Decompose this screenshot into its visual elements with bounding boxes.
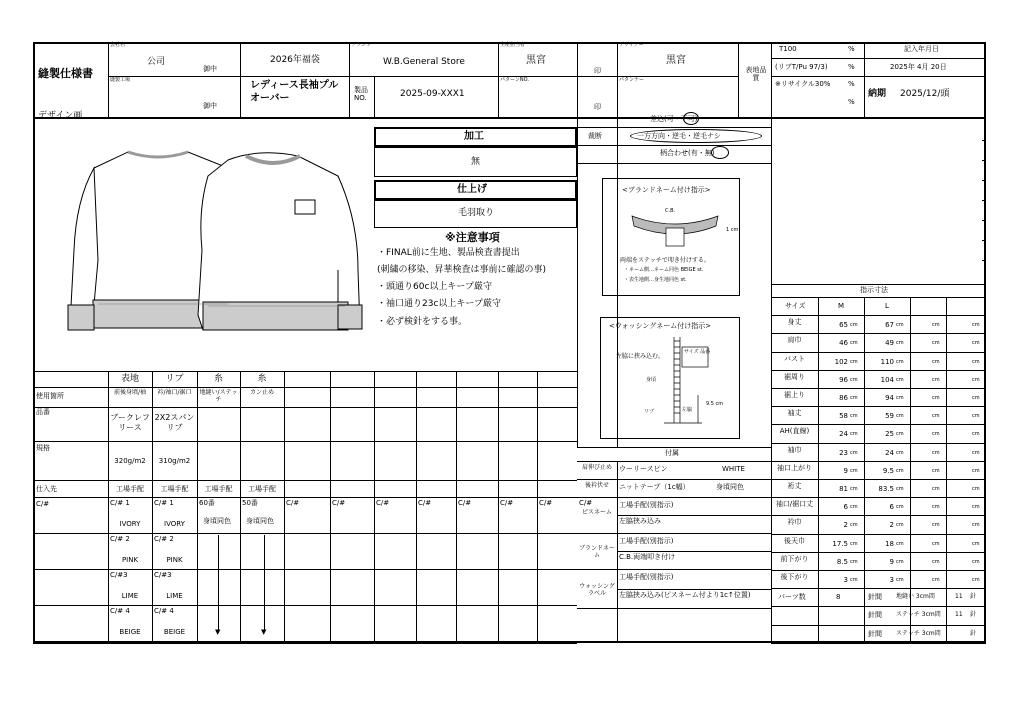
brand-label: ブランド: [351, 42, 372, 48]
unit-label: cm: [896, 358, 904, 365]
finish-label: 仕上げ: [457, 184, 487, 195]
unit-label: cm: [932, 322, 940, 329]
accessory-value: ウーリースピン: [619, 465, 668, 473]
brand-name: W.B.General Store: [383, 57, 465, 67]
accessory-value: ニットテープ（1c幅）: [619, 483, 690, 491]
unit-label: cm: [932, 486, 940, 492]
material-0: T100: [779, 45, 797, 53]
accessory-value-2: 左脇挟み込み(ピスネーム付より1c↑位置): [619, 590, 751, 599]
accessory-label: ピスネーム: [581, 509, 612, 516]
spec-value: 310g/m2: [158, 457, 191, 465]
unit-label: cm: [850, 558, 858, 565]
size-value: 81: [839, 485, 848, 493]
unit-label: cm: [972, 504, 980, 511]
accessory-value: 工場手配(別指示): [619, 573, 674, 581]
usage-value: 前後身頃/袖: [113, 389, 147, 396]
size-value: 65: [839, 321, 848, 330]
size-row-label: 裾上り: [784, 391, 805, 399]
stitch-value: ステッチ 3cm間: [896, 611, 941, 619]
size-row-label: 袖口/裾口丈: [775, 500, 814, 509]
size-value: 23: [839, 448, 848, 457]
owner-label: 生産担当者: [500, 42, 526, 48]
unit-label: cm: [896, 449, 904, 456]
size-value: 9: [843, 466, 848, 475]
size-row-label: AH(直線): [779, 427, 810, 436]
unit-label: cm: [932, 413, 940, 420]
unit-label: cm: [972, 413, 980, 420]
supplier-value: 工場手配: [248, 485, 276, 493]
material-header: リブ: [165, 374, 184, 384]
unit-label: cm: [972, 322, 980, 329]
unit-label: cm: [972, 467, 980, 474]
note-2: ・頭通り60c以上キープ厳守: [377, 282, 492, 292]
color-name: PINK: [166, 556, 183, 564]
unit-label: cm: [972, 577, 980, 583]
material-header: 表地: [120, 374, 139, 384]
supplier-value: 工場手配: [160, 485, 189, 493]
arrow-head: ▼: [261, 628, 267, 636]
cutting-option-3: 柄合わせ(有・無): [660, 149, 715, 157]
size-row-label: 前下がり: [780, 554, 809, 563]
unit-label: cm: [850, 467, 858, 474]
note-1: (刺繍の移染、昇華検査は事前に確認の事): [377, 265, 547, 275]
unit-label: cm: [972, 376, 980, 383]
unit-label: cm: [972, 340, 980, 347]
product-name: レディース長袖プルオーバー: [250, 80, 339, 104]
delivery-date: 2025/12/頭: [900, 89, 950, 99]
unit-label: cm: [972, 449, 980, 456]
accessory-label: ブランドネーム: [579, 545, 615, 560]
note-4: ・必ず検針をする事。: [377, 317, 468, 327]
brand-tag-title: <ブランドネーム付け指示>: [622, 186, 711, 194]
accessory-value: 工場手配(別指示): [619, 537, 674, 545]
designer-label: デザイナー: [619, 42, 644, 48]
thread-2-color: 身頃同色: [246, 517, 274, 525]
size-row-label: 後天巾: [784, 536, 805, 545]
unit-label: cm: [896, 467, 904, 474]
material-1: (リブT/Pu 97/3): [775, 63, 828, 71]
unit-label: cm: [850, 486, 858, 492]
seal-2: 印: [594, 103, 601, 111]
parts-value: 8: [836, 593, 841, 602]
color-code: C/#3: [110, 571, 128, 579]
company-name: 公司: [147, 57, 166, 67]
extra-color-col: C/#: [500, 499, 514, 507]
extra-color-col: C/#: [539, 499, 553, 507]
color-label: C/#: [36, 500, 50, 508]
usage-value: 衿/袖口/裾口: [157, 389, 192, 396]
size-row-label: 袖丈: [787, 409, 802, 418]
unit-label: cm: [896, 486, 904, 492]
wash-tag-title: <ウォッシングネーム付け指示>: [609, 322, 712, 330]
parts-label: パーツ数: [778, 593, 806, 602]
notes-title: ※注意事項: [445, 231, 500, 244]
unit-label: cm: [850, 322, 858, 329]
size-value: 46: [839, 339, 848, 348]
size-value: 104: [880, 375, 894, 384]
size-value: 2: [889, 521, 894, 530]
size-value: 49: [885, 339, 894, 348]
unit-label: cm: [896, 376, 904, 383]
note-0: ・FINAL前に生地、製品検査書提出: [377, 248, 520, 258]
extra-color-col: C/#: [332, 499, 346, 507]
unit-label: cm: [896, 395, 904, 401]
unit-label: cm: [972, 358, 980, 365]
unit-label: cm: [932, 577, 940, 583]
size-row-label: 袖巾: [787, 445, 802, 454]
unit-label: cm: [850, 431, 858, 438]
material-header: 糸: [213, 374, 223, 384]
supplier-value: 工場手配: [204, 485, 233, 493]
size-value: 2: [843, 521, 848, 530]
unit-label: cm: [972, 431, 980, 438]
onchu-2: 御中: [203, 102, 217, 110]
owner-name: 黒宮: [526, 55, 546, 66]
accessory-color: WHITE: [722, 465, 745, 473]
part-value: 2X2スパンリブ: [154, 413, 195, 432]
accessory-color: 身頃同色: [716, 483, 744, 491]
cutting-option-1: 差込(可・不可): [650, 115, 698, 123]
supplier-value: 工場手配: [116, 485, 144, 493]
finish-value: 毛羽取り: [458, 208, 495, 218]
size-value: 58: [839, 412, 848, 421]
size-value: 8.5: [836, 557, 848, 566]
color-code: C/# 4: [110, 607, 130, 615]
part-label: 品番: [36, 408, 50, 416]
cutting-label: 裁断: [588, 132, 602, 140]
accessory-label: 肩伸び止め: [581, 464, 612, 471]
stitch-unit: 針: [970, 593, 977, 601]
color-name: BEIGE: [119, 628, 141, 636]
color-name: PINK: [121, 556, 139, 564]
stitch-value: ステッチ 3cm間: [896, 629, 941, 637]
designer-name: 黒宮: [666, 55, 686, 66]
unit-label: cm: [896, 558, 904, 565]
stitch-count: 11: [955, 611, 963, 619]
size-row-label: 衿巾: [787, 518, 802, 527]
thread-2: 50番: [242, 499, 258, 507]
size-value: 110: [880, 357, 894, 366]
size-value: 6: [889, 503, 894, 512]
color-code: C/# 2: [154, 535, 174, 543]
event-name: 2026年福袋: [270, 55, 320, 65]
unit-label: cm: [896, 540, 904, 547]
sheet-title: 縫製仕様書: [38, 67, 93, 80]
color-code: C/# 1: [110, 499, 130, 507]
process-value: 無: [471, 157, 481, 167]
unit-label: cm: [972, 540, 980, 547]
usage-label: 使用箇所: [36, 392, 64, 400]
unit-label: cm: [932, 504, 940, 511]
design-sketch: [58, 140, 368, 360]
size-row-label: 肩巾: [787, 336, 802, 345]
process-label: 加工: [464, 131, 484, 142]
stitch-unit: 針: [970, 629, 977, 637]
unit-label: cm: [850, 340, 858, 347]
size-value: 9.5: [882, 466, 894, 475]
accessory-value-2: C.B.両端叩き付け: [619, 553, 676, 561]
stitch-label: 針間: [868, 629, 882, 638]
unit-label: cm: [896, 340, 904, 347]
extra-color-col: C/#: [458, 499, 472, 507]
patterner-label: パタンナー: [619, 77, 645, 83]
size-col-1: L: [885, 302, 889, 310]
unit-label: cm: [896, 413, 904, 420]
thread-1: 60番: [199, 499, 215, 507]
unit-label: cm: [850, 358, 858, 365]
size-value: 17.5: [832, 539, 848, 548]
color-code: C/#3: [154, 571, 172, 579]
extra-color-col: C/#: [418, 499, 432, 507]
size-value: 102: [834, 357, 848, 366]
entry-date-label: 記入年月日: [904, 45, 939, 53]
size-row-label: 身丈: [787, 318, 802, 327]
extra-color-col: C/#: [376, 499, 390, 507]
color-name: LIME: [121, 592, 139, 600]
brand-tag-diagram: [630, 210, 720, 252]
accessories-title: 付属: [665, 449, 679, 457]
size-value: 94: [885, 394, 894, 402]
unit-label: cm: [850, 413, 858, 420]
size-row-label: バスト: [784, 354, 805, 363]
product-no: 2025-09-XXX1: [400, 89, 465, 99]
color-name: LIME: [166, 592, 183, 600]
size-value: 86: [839, 394, 848, 402]
color-code: C/# 2: [110, 535, 130, 543]
design-label: デザイン画: [38, 111, 83, 121]
unit-label: cm: [896, 431, 904, 438]
size-value: 25: [885, 430, 894, 439]
color-name: BEIGE: [163, 628, 186, 636]
accessory-label: ウォッシングラベル: [579, 582, 615, 597]
unit-label: cm: [896, 322, 904, 329]
note-3: ・袖口通り23c以上キープ厳守: [377, 299, 501, 309]
unit-label: cm: [932, 395, 940, 401]
size-row-label: 袖口上がり: [777, 463, 812, 472]
size-value: 6: [843, 503, 848, 512]
stitch-label: 針間: [868, 593, 882, 602]
unit-label: cm: [850, 376, 858, 383]
supplier-label: 仕入先: [36, 485, 57, 493]
unit-label: cm: [932, 558, 940, 565]
color-name: IVORY: [164, 520, 185, 528]
stitch-count: 11: [955, 593, 963, 601]
stitch-unit: 針: [970, 611, 977, 619]
unit-label: cm: [932, 467, 940, 474]
seal-1: 印: [594, 67, 601, 75]
part-value: ブークレフリース: [110, 413, 150, 432]
color-code: C/# 4: [154, 607, 174, 615]
size-value: 3: [889, 576, 894, 584]
extra-color-col: C/#: [579, 499, 593, 507]
unit-label: cm: [850, 577, 858, 583]
unit-label: cm: [932, 376, 940, 383]
size-value: 9: [889, 557, 894, 566]
usage-value: 地縫い/ステッチ: [199, 389, 238, 404]
unit-label: cm: [932, 340, 940, 347]
unit-label: cm: [932, 358, 940, 365]
product-no-label: 製品NO.: [354, 86, 368, 103]
same-arrow: [264, 535, 265, 632]
cutting-option-2: 一方方向・逆毛・逆毛ナシ: [637, 132, 721, 140]
unit-label: cm: [972, 558, 980, 565]
stitch-label: 針間: [868, 611, 882, 620]
same-arrow: [218, 535, 219, 632]
size-value: 67: [885, 321, 894, 330]
unit-label: cm: [932, 540, 940, 547]
size-col-0: M: [837, 302, 845, 310]
unit-label: cm: [850, 540, 858, 547]
entry-date: 2025年 4月 20日: [890, 63, 947, 71]
stitch-value: 地縫い 3cm間: [896, 593, 935, 601]
material-label: 表地品質: [745, 66, 767, 83]
unit-label: cm: [850, 504, 858, 511]
spec-label: 規格: [36, 444, 50, 452]
size-value: 3: [843, 576, 848, 584]
size-row-label: 後下がり: [780, 573, 809, 581]
unit-label: cm: [896, 504, 904, 511]
arrow-head: ▼: [215, 628, 221, 636]
accessory-value: 工場手配(別指示): [619, 501, 674, 509]
header-divider: [33, 117, 986, 119]
accessory-value-2: 左脇挟み込み: [619, 517, 661, 525]
size-spec-title: 指示寸法: [860, 286, 888, 294]
size-value: 18: [885, 539, 894, 548]
material-2: ※リサイクル30%: [775, 80, 831, 88]
unit-label: cm: [932, 522, 940, 529]
spec-value: 320g/m2: [114, 457, 146, 465]
unit-label: cm: [932, 431, 940, 438]
size-value: 96: [839, 375, 848, 384]
size-value: 83.5: [878, 485, 894, 493]
thread-1-color: 身頃同色: [203, 517, 231, 525]
factory-label: 縫製工場: [110, 77, 131, 83]
unit-label: cm: [850, 522, 858, 529]
company-label: 会社名: [110, 42, 126, 48]
unit-label: cm: [932, 449, 940, 456]
delivery-label: 納期: [868, 89, 887, 99]
usage-value: カン止め: [249, 389, 274, 396]
accessory-label: 後衿伏せ: [584, 482, 609, 489]
unit-label: cm: [850, 395, 858, 401]
size-value: 59: [885, 412, 894, 421]
onchu-1: 御中: [203, 65, 217, 73]
color-name: IVORY: [119, 520, 141, 528]
pattern-label: パターンNO.: [500, 77, 529, 83]
size-row-label: 裾周り: [784, 372, 805, 381]
unit-label: cm: [972, 522, 980, 529]
size-header: サイズ: [785, 302, 806, 310]
size-value: 24: [839, 430, 848, 439]
size-row-label: 裄丈: [787, 482, 802, 490]
unit-label: cm: [896, 522, 904, 529]
material-header: 糸: [257, 374, 267, 384]
unit-label: cm: [850, 449, 858, 456]
color-code: C/# 1: [154, 499, 174, 507]
unit-label: cm: [972, 395, 980, 401]
extra-color-col: C/#: [286, 499, 300, 507]
unit-label: cm: [972, 486, 980, 492]
size-value: 24: [885, 448, 894, 457]
unit-label: cm: [896, 577, 904, 583]
